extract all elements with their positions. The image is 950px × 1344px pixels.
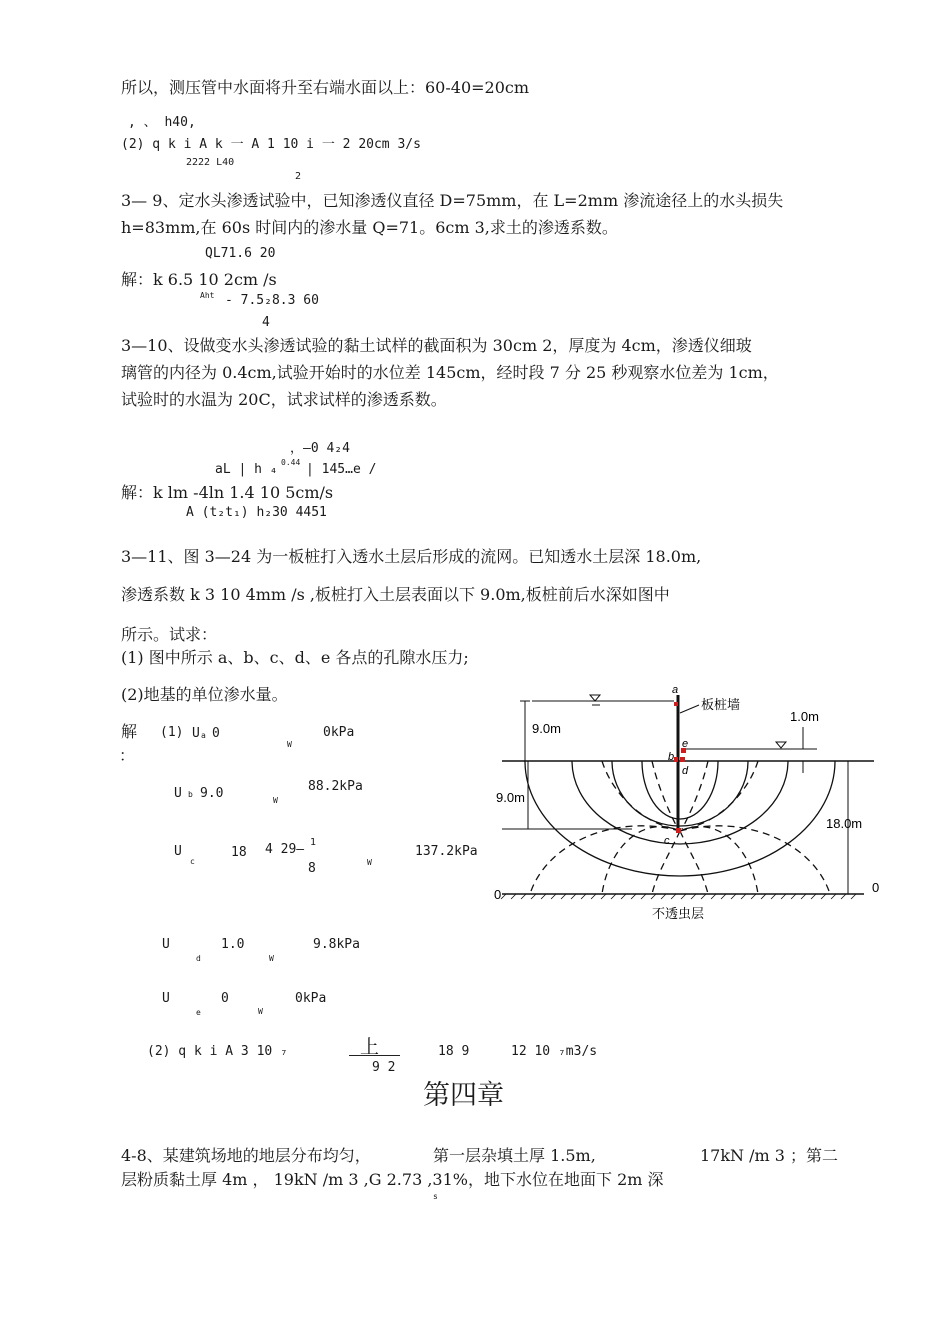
point-c-marker [676,828,681,833]
point-b-marker [674,757,678,762]
problem-3-10-text: 3—10、设做变水头渗透试验的黏土试样的截面积为 30cm 2，厚度为 4cm，渗透仪细玻 [121,336,752,355]
pressure-value: 18 [231,845,247,860]
flow-net-figure [492,683,887,925]
problem-4-8-text: 17kN /m 3 ；第二 [700,1146,839,1165]
solution-part: (1) [160,725,184,740]
problem-3-10-text: 试验时的水温为 20C，试求试样的渗透系数。 [121,390,447,409]
pressure-value: 9.0 [200,786,224,801]
formula-numerator: QL71.6 20 [205,246,276,261]
flow-rate-result: 12 10 ₇m3/s [511,1044,598,1059]
pressure-result: 88.2kPa [308,779,363,794]
equipotential-line [680,831,708,894]
formula-subscript: 2222 L40 [186,157,235,168]
formula-fragment: 18 9 [438,1044,470,1059]
datum-label: 0 [872,880,880,895]
formula-subscript: 2 [295,171,302,182]
problem-3-11-text: 所示。试求： [121,625,218,644]
formula-fragment: ，—0 4₂4 [290,441,350,456]
formula-fragment: 8 [308,861,316,876]
point-d-marker [680,757,685,762]
equipotential-line [680,826,758,894]
subscript: e [196,1008,201,1017]
equipotential-line [680,826,830,894]
datum-label: 0 [494,887,502,902]
point-label: c [664,835,670,847]
fraction-bar [349,1055,400,1056]
formula-fragment: 4 [262,315,270,330]
chapter-heading: 第四章 [423,1080,504,1111]
formula-fragment: , 、 h40, [128,115,196,130]
solution-colon: ： [119,746,136,765]
pressure-value: 1.0 [221,937,245,952]
point-label: e [682,738,689,750]
subscript: W [367,858,372,867]
solution-label: 解 [121,722,138,741]
problem-3-9-text: h=83mm,在 60s 时间内的渗水量 Q=71。6cm 3,求土的渗透系数。 [121,218,618,237]
pressure-result: 137.2kPa [415,844,478,859]
problem-3-10-text: 璃管的内径为 0.4cm,试验开始时的水位差 145cm，经时段 7 分 25 秒观察水位差为 1cm， [121,363,779,382]
pressure-label-d: U [162,937,170,952]
formula-denominator: A (t₂t₁) h₂30 4451 [186,505,327,520]
dimension-label: 9.0m [532,721,561,736]
water-level-symbol [590,695,600,701]
problem-4-8-text: 4-8、某建筑场地的地层分布均匀， [121,1146,371,1165]
equipotential-line [530,826,680,894]
subscript: d [196,954,201,963]
subscript: s [433,1192,438,1201]
subscript: W [287,740,292,749]
solution-line: 解：k 6.5 10 2cm /s [121,270,277,289]
point-label: d [682,765,689,777]
formula-denominator: 9 2 [372,1060,396,1075]
sheet-pile-label: 板桩墙 [701,697,741,712]
dimension-label: 9.0m [496,790,525,805]
formula-fragment: aL | h ₄ [215,462,278,477]
flow-rate-formula: (2) q k i A 3 10 ₇ [147,1044,288,1059]
problem-4-8-text: 层粉质黏土厚 4m ， 19kN /m 3 ,G 2.73 ,31%，地下水位在地面下 2m 深 [121,1170,664,1189]
subscript: W [269,954,274,963]
pressure-value: 0 [212,726,220,741]
formula-superscript: 0.44 [281,458,301,467]
intro-line: 所以，测压管中水面将升至右端水面以上：60-40=20cm [121,78,530,97]
formula-fragment: Aht [200,291,215,300]
streamline [612,761,748,826]
formula-numerator: 上 [360,1036,380,1058]
pressure-result: 0kPa [323,725,355,740]
pressure-label-b: U [174,786,182,801]
subscript: W [273,796,278,805]
subscript: b [188,790,193,799]
streamline [642,761,718,819]
formula-fragment: | 145…e / [306,462,377,477]
problem-3-9-text: 3— 9、定水头渗透试验中，已知渗透仪直径 D=75mm，在 L=2mm 渗流途径上的水头损失 [121,191,784,210]
formula-line: (2) q k i A k 一 A 1 10 i 一 2 20cm 3/s [121,137,421,152]
question-item: (2)地基的单位渗水量。 [121,685,288,704]
pressure-result: 9.8kPa [313,937,360,952]
pressure-label-c: U [174,844,182,859]
solution-line: 解：k lm -4ln 1.4 10 5cm/s [121,483,334,502]
subscript: c [190,857,195,866]
formula-denominator: - 7.5₂8.3 60 [225,293,319,308]
question-item: (1) 图中所示 a、b、c、d、e 各点的孔隙水压力; [121,648,469,667]
formula-fragment: 4 29— [265,842,305,857]
point-label: a [672,684,679,696]
subscript: W [258,1007,263,1016]
subscript: a [201,731,206,740]
problem-3-11-text: 渗透系数 k 3 10 4mm /s ,板桩打入土层表面以下 9.0m,板桩前后水深如图中 [121,585,670,604]
pressure-label-e: U [162,991,170,1006]
pressure-value: 0 [221,991,229,1006]
impervious-layer-label: 不透虫层 [652,906,705,921]
leader-line [680,705,699,713]
dimension-label: 18.0m [826,816,863,831]
dimension-label: 1.0m [790,709,819,724]
pressure-result: 0kPa [295,991,327,1006]
water-level-symbol [776,742,786,748]
problem-4-8-text: 第一层杂填土厚 1.5m, [433,1146,596,1165]
formula-fragment: 1 [310,837,317,848]
problem-3-11-text: 3—11、图 3—24 为一板桩打入透水土层后形成的流网。已知透水土层深 18.0m, [121,547,702,566]
pressure-label-a: U [192,726,200,741]
point-label: b [668,751,675,763]
point-a-marker [674,702,678,706]
